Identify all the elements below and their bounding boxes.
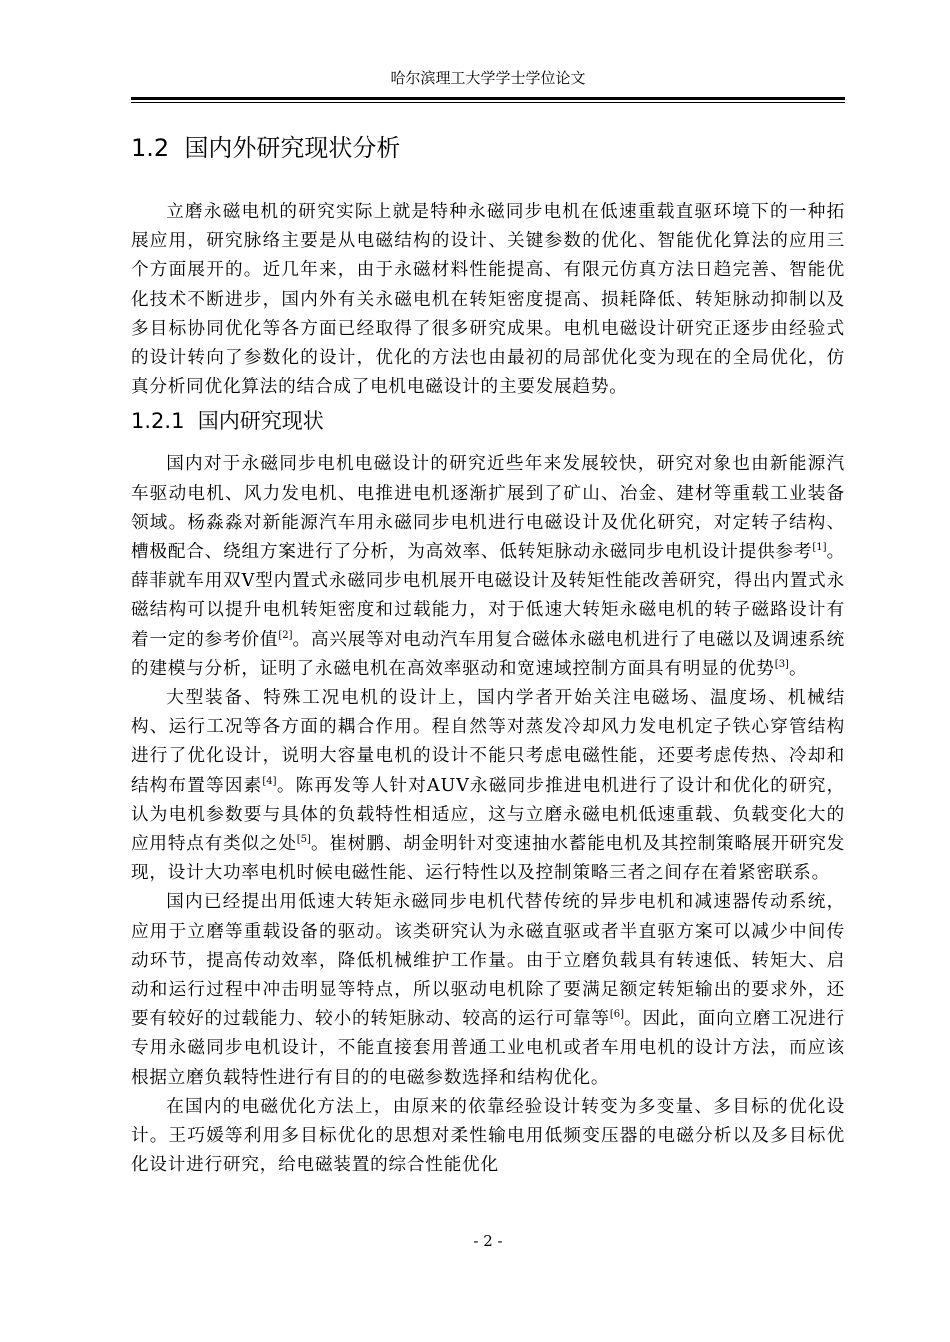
paragraph-text: 。薛菲就车用双V型内置式永磁同步电机展开电磁设计及转矩性能改善研究，得出内置式永磁结构可以提升电机转矩密度和过载能力，对于低速大转矩永磁电机的转子磁路设计有着一定的参考价值 <box>131 542 845 650</box>
paragraph-text: 国内对于永磁同步电机电磁设计的研究近些年来发展较快，研究对象也由新能源汽车驱动电机、风力发电机、电推进电机逐渐扩展到了矿山、冶金、建材等重载工业装备领域。杨淼淼对新能源汽车用永磁同步电机进行电磁设计及优化研究，对定转子结构、槽极配合、绕组方案进行了分析，为高效率、低转矩脉动永磁同步电机设计提供参考 <box>131 454 845 563</box>
citation-ref: [4] <box>262 775 277 787</box>
header-rule-thin <box>131 102 845 103</box>
body-paragraph-2 <box>131 684 845 888</box>
citation-ref: [2] <box>278 629 293 641</box>
section-number: 1.2 <box>131 134 170 162</box>
page-number: - 2 - <box>473 1232 503 1250</box>
body-paragraph-3 <box>131 888 845 1092</box>
paragraph-text: 。崔树鹏、胡金明针对变速抽水蓄能电机及其控制策略展开研究发现，设计大功率电机时候电磁性能、运行特性以及控制策略三者之间存在着紧密联系。 <box>131 834 845 884</box>
paragraph-text: 。因此，面向立磨工况进行专用永磁同步电机设计，不能直接套用普通工业电机或者车用电机的设计方法，而应该根据立磨负载特性进行有目的的电磁参数选择和结构优化。 <box>131 1009 845 1088</box>
subsection-number: 1.2.1 <box>131 409 185 434</box>
citation-ref: [5] <box>296 834 311 846</box>
paragraph-text: 在国内的电磁优化方法上，由原来的依靠经验设计转变为多变量、多目标的优化设计。王巧媛等利用多目标优化的思想对柔性输电用低频变压器的电磁分析以及多目标优化设计进行研究，给电磁装置的综合性能优化 <box>131 1096 845 1176</box>
section-title: 国内外研究现状分析 <box>184 134 401 162</box>
subsection-heading <box>131 404 845 438</box>
citation-ref: [6] <box>609 1009 624 1021</box>
section-intro-paragraph: 立磨永磁电机的研究实际上就是特种永磁同步电机在低速重载直驱环境下的一种拓展应用，研究脉络主要是从电磁结构的设计、关键参数的优化、智能优化算法的应用三个方面展开的。近几年来，由于永磁材料性能提高、有限元仿真方法日趋完善、智能优化技术不断进步，国内外有关永磁电机在转矩密度提高、损耗降低、转矩脉动抑制以及多目标协同优化等各方面已经取得了很多研究成果。电机电磁设计研究正逐步由经验式的设计转向了参数化的设计，优化的方法也由最初的局部优化变为现在的全局优化，仿真分析同优化算法的结合成了电机电磁设计的主要发展趋势。 <box>131 202 845 398</box>
citation-ref: [3] <box>774 658 789 670</box>
section-heading <box>131 128 845 168</box>
page-header: 哈尔滨理工大学学士学位论文 <box>390 69 586 87</box>
page-content <box>131 128 845 1181</box>
paragraph-text: 。 <box>788 658 808 679</box>
subsection-title: 国内研究现状 <box>197 409 324 434</box>
paragraph-text: 国内已经提出用低速大转矩永磁同步电机代替传统的异步电机和减速器传动系统，应用于立磨等重载设备的驱动。该类研究认为永磁直驱或者半直驱方案可以减少中间传动环节，提高传动效率，降低机械维护工作量。由于立磨负载具有转速低、转矩大、启动和运行过程中冲击明显等特点，所以驱动电机除了要满足额定转矩输出的要求外，还要有较好的过载能力、较小的转矩脉动、较高的运行可靠等 <box>131 892 845 1030</box>
citation-ref: [1] <box>812 542 827 554</box>
paragraph-text: 大型装备、特殊工况电机的设计上，国内学者开始关注电磁场、温度场、机械结构、运行工况等各方面的耦合作用。程自然等对蒸发冷却风力发电机定子铁心穿管结构进行了优化设计，说明大容量电机的设计不能只考虑电磁性能，还要考虑传热、冷却和结构布置等因素 <box>131 688 845 796</box>
paragraph-text: 。高兴展等对电动汽车用复合磁体永磁电机进行了电磁以及调速系统的建模与分析，证明了永磁电机在高效率驱动和宽速域控制方面具有明显的优势 <box>131 629 845 679</box>
body-paragraph-1 <box>131 450 845 684</box>
paragraph-text: 。陈再发等人针对AUV永磁同步推进电机进行了设计和优化的研究，认为电机参数要与具体的负载特性相适应，这与立磨永磁电机低速重载、负载变化大的应用特点有类似之处 <box>131 775 846 855</box>
body-paragraph-4 <box>131 1093 845 1181</box>
header-rule-thick <box>131 97 845 100</box>
